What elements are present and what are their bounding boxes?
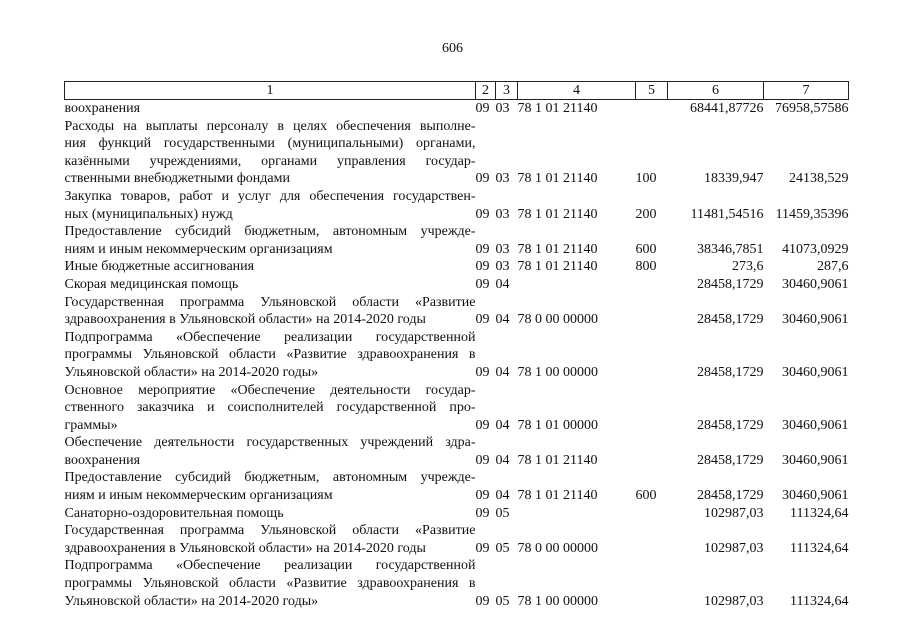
- column-header-amount-1: 6: [668, 82, 764, 100]
- table-row: [65, 382, 849, 435]
- amount-1-cell: 28458,1729: [697, 276, 764, 292]
- target-article-cell: 78 1 01 21140: [517, 101, 598, 116]
- row-name-line: Иные бюджетные ассигнования: [64, 259, 255, 275]
- row-name-line: ниям и иным некоммерческим организациям: [64, 241, 333, 257]
- table-row: [65, 118, 849, 188]
- row-name-line: Скорая медицинская помощь: [64, 276, 239, 292]
- section-code-cell: 09: [475, 206, 490, 222]
- table-row: [65, 223, 849, 258]
- row-name-cell: [65, 118, 476, 188]
- table-row: [65, 188, 849, 223]
- row-name-cell: [65, 100, 476, 118]
- column-header-name: 1: [65, 82, 476, 100]
- row-name-line: ниям и иным некоммерческим организациям: [64, 488, 333, 504]
- table-row: [65, 557, 849, 610]
- row-name-line: Ульяновской области» на 2014-2020 годы»: [64, 364, 319, 380]
- amount-2-cell: 111324,64: [790, 540, 849, 556]
- amount-1-cell: 102987,03: [704, 505, 764, 521]
- row-name-line: программы Ульяновской области «Развитие здравоохранения в: [64, 576, 476, 592]
- row-name-cell: [65, 434, 476, 469]
- table-row: [65, 469, 849, 504]
- section-code-cell: 09: [475, 171, 490, 187]
- row-name-cell: [65, 223, 476, 258]
- row-name-line: казёнными учреждениями, органами управления государ-: [64, 153, 476, 169]
- target-article-cell: 78 1 01 21140: [517, 452, 598, 468]
- amount-2-cell: 11459,35396: [775, 206, 849, 222]
- amount-2-cell: 111324,64: [790, 505, 849, 521]
- page-number: 606: [442, 41, 463, 56]
- row-name-line: воохранения: [64, 101, 141, 116]
- row-name-cell: [65, 557, 476, 610]
- column-header-expense-type: 5: [636, 82, 668, 100]
- section-code-cell: 09: [475, 593, 490, 609]
- section-code-cell: 09: [475, 505, 490, 521]
- subsection-code-cell: 03: [495, 206, 510, 222]
- row-name-line: программы Ульяновской области «Развитие здравоохранения в: [64, 347, 476, 363]
- row-name-line: Расходы на выплаты персоналу в целях обеспечения выполне-: [64, 118, 476, 134]
- expense-type-cell: [636, 294, 668, 329]
- budget-table: [64, 81, 849, 610]
- row-name-cell: [65, 382, 476, 435]
- section-code-cell: 09: [475, 101, 490, 116]
- row-name-line: ственного заказчика и соисполнителей государственной про-: [64, 400, 476, 416]
- expense-type-cell: [636, 276, 668, 294]
- expense-type-cell: 800: [635, 259, 657, 275]
- amount-1-cell: 68441,87726: [690, 101, 764, 116]
- row-name-cell: [65, 276, 476, 294]
- table-body: [65, 100, 849, 611]
- amount-1-cell: 18339,947: [704, 171, 764, 187]
- subsection-code-cell: 04: [495, 312, 510, 328]
- target-article-cell: 78 1 01 21140: [517, 241, 598, 257]
- table-row: [65, 434, 849, 469]
- section-code-cell: 09: [475, 488, 490, 504]
- expense-type-cell: [636, 382, 668, 435]
- table-header: [65, 82, 849, 100]
- column-header-subsection: 3: [496, 82, 518, 100]
- section-code-cell: 09: [475, 364, 490, 380]
- amount-1-cell: 102987,03: [704, 540, 764, 556]
- section-code-cell: 09: [475, 540, 490, 556]
- row-name-line: Ульяновской области» на 2014-2020 годы»: [64, 593, 319, 609]
- target-article-cell: 78 1 01 21140: [517, 259, 598, 275]
- row-name-line: ных (муниципальных) нужд: [64, 206, 233, 222]
- target-article-cell: 78 0 00 00000: [517, 312, 598, 328]
- row-name-line: Санаторно-оздоровительная помощь: [64, 505, 284, 521]
- subsection-code-cell: 05: [495, 540, 510, 556]
- amount-1-cell: 102987,03: [704, 593, 764, 609]
- column-header-section: 2: [476, 82, 496, 100]
- expense-type-cell: [636, 100, 668, 118]
- table-row: [65, 100, 849, 118]
- subsection-code-cell: 03: [495, 259, 510, 275]
- row-name-cell: [65, 329, 476, 382]
- subsection-code-cell: 03: [495, 241, 510, 257]
- subsection-code-cell: 05: [495, 593, 510, 609]
- table-row: [65, 276, 849, 294]
- amount-2-cell: 30460,9061: [782, 452, 849, 468]
- subsection-code-cell: 05: [495, 505, 510, 521]
- row-name-line: Предоставление субсидий бюджетным, автономным учрежде-: [64, 470, 476, 486]
- expense-type-cell: [636, 522, 668, 557]
- amount-1-cell: 28458,1729: [697, 364, 764, 380]
- amount-1-cell: 38346,7851: [697, 241, 764, 257]
- section-code-cell: 09: [475, 259, 490, 275]
- amount-2-cell: 111324,64: [790, 593, 849, 609]
- amount-1-cell: 273,6: [732, 259, 764, 275]
- section-code-cell: 09: [475, 312, 490, 328]
- amount-2-cell: 30460,9061: [782, 312, 849, 328]
- row-name-cell: [65, 258, 476, 276]
- target-article-cell: 78 1 01 21140: [517, 171, 598, 187]
- section-code-cell: 09: [475, 452, 490, 468]
- column-header-target-article: 4: [518, 82, 636, 100]
- expense-type-cell: [636, 505, 668, 523]
- target-article-cell: 78 1 01 00000: [517, 417, 598, 433]
- subsection-code-cell: 04: [495, 417, 510, 433]
- expense-type-cell: 600: [635, 241, 657, 257]
- row-name-cell: [65, 505, 476, 523]
- row-name-line: ственными внебюджетными фондами: [64, 171, 290, 187]
- row-name-line: воохранения: [64, 452, 141, 468]
- expense-type-cell: [636, 557, 668, 610]
- row-name-line: Закупка товаров, работ и услуг для обеспечения государствен-: [64, 188, 476, 204]
- target-article-cell: 78 1 00 00000: [517, 364, 598, 380]
- row-name-line: Основное мероприятие «Обеспечение деятельности государ-: [64, 382, 476, 398]
- row-name-line: граммы»: [64, 417, 118, 433]
- amount-1-cell: 28458,1729: [697, 488, 764, 504]
- expense-type-cell: 100: [635, 171, 657, 187]
- subsection-code-cell: 04: [495, 276, 510, 292]
- subsection-code-cell: 04: [495, 452, 510, 468]
- subsection-code-cell: 03: [495, 171, 510, 187]
- table-row: [65, 258, 849, 276]
- row-name-line: здравоохранения в Ульяновской области» на 2014-2020 годы: [64, 312, 426, 328]
- table-row: [65, 294, 849, 329]
- target-article-cell: 78 1 01 21140: [517, 488, 598, 504]
- amount-2-cell: 287,6: [817, 259, 849, 275]
- target-article-cell: [518, 276, 636, 294]
- subsection-code-cell: 04: [495, 488, 510, 504]
- row-name-line: здравоохранения в Ульяновской области» на 2014-2020 годы: [64, 540, 426, 556]
- row-name-cell: [65, 188, 476, 223]
- row-name-line: Предоставление субсидий бюджетным, автономным учрежде-: [64, 224, 476, 240]
- expense-type-cell: 600: [635, 488, 657, 504]
- subsection-code-cell: 04: [495, 364, 510, 380]
- row-name-line: ния функций государственными (муниципальными) органами,: [64, 136, 476, 152]
- column-header-amount-2: 7: [764, 82, 849, 100]
- row-name-cell: [65, 522, 476, 557]
- amount-2-cell: 41073,0929: [782, 241, 849, 257]
- amount-2-cell: 24138,529: [789, 171, 849, 187]
- row-name-line: Государственная программа Ульяновской области «Развитие: [64, 523, 476, 539]
- amount-2-cell: 30460,9061: [782, 488, 849, 504]
- section-code-cell: 09: [475, 276, 490, 292]
- amount-2-cell: 76958,57586: [775, 101, 849, 116]
- table-row: [65, 329, 849, 382]
- expense-type-cell: [636, 329, 668, 382]
- row-name-line: Государственная программа Ульяновской области «Развитие: [64, 294, 476, 310]
- target-article-cell: 78 1 00 00000: [517, 593, 598, 609]
- amount-2-cell: 30460,9061: [782, 364, 849, 380]
- row-name-cell: [65, 469, 476, 504]
- row-name-line: Подпрограмма «Обеспечение реализации государственной: [64, 329, 476, 345]
- subsection-code-cell: 03: [495, 101, 510, 116]
- row-name-line: Обеспечение деятельности государственных учреждений здра-: [64, 435, 476, 451]
- amount-1-cell: 28458,1729: [697, 417, 764, 433]
- row-name-line: Подпрограмма «Обеспечение реализации государственной: [64, 558, 476, 574]
- expense-type-cell: [636, 434, 668, 469]
- amount-2-cell: 30460,9061: [782, 276, 849, 292]
- target-article-cell: 78 1 01 21140: [517, 206, 598, 222]
- amount-1-cell: 28458,1729: [697, 312, 764, 328]
- table-row: [65, 505, 849, 523]
- section-code-cell: 09: [475, 241, 490, 257]
- target-article-cell: [518, 505, 636, 523]
- amount-2-cell: 30460,9061: [782, 417, 849, 433]
- row-name-cell: [65, 294, 476, 329]
- table-row: [65, 522, 849, 557]
- amount-1-cell: 11481,54516: [690, 206, 764, 222]
- target-article-cell: 78 0 00 00000: [517, 540, 598, 556]
- amount-1-cell: 28458,1729: [697, 452, 764, 468]
- expense-type-cell: 200: [635, 206, 657, 222]
- section-code-cell: 09: [475, 417, 490, 433]
